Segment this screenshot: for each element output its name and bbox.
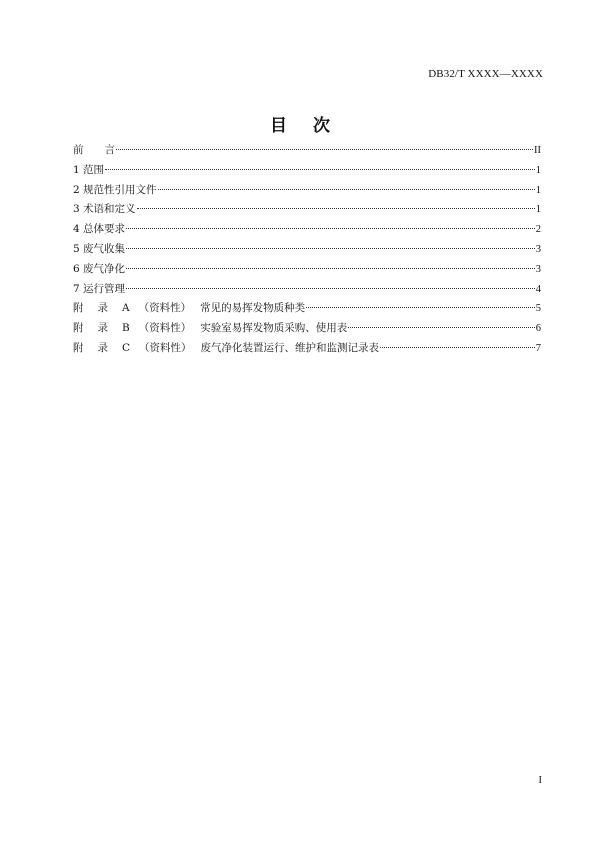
toc-entry-label: 6 废气净化	[73, 262, 126, 275]
toc-entry-page: 3	[535, 263, 541, 275]
title-char-2: 次	[313, 116, 330, 136]
annex-letter: B	[122, 322, 130, 335]
toc-entry-annex-a[interactable]	[73, 299, 541, 319]
toc-entry-page: 5	[535, 303, 541, 315]
annex-letter: A	[122, 302, 130, 315]
toc-entry-scope[interactable]	[73, 161, 541, 181]
annex-title: 常见的易挥发物质种类	[200, 302, 306, 315]
annex-word-2: 录	[97, 322, 108, 335]
dot-leader	[158, 189, 535, 190]
dot-leader	[126, 248, 535, 249]
toc-entry-annex-c[interactable]	[73, 339, 541, 359]
toc-entry-annex-b[interactable]	[73, 319, 541, 339]
toc-entry-foreword[interactable]	[73, 141, 541, 161]
toc-annex-label	[73, 299, 305, 319]
toc-entry-page: 1	[535, 164, 541, 176]
annex-type: （资料性）	[138, 302, 192, 315]
toc-entry-operation-management[interactable]	[73, 280, 541, 300]
toc-entry-page: II	[534, 145, 541, 156]
annex-type: （资料性）	[139, 341, 192, 354]
toc-entry-page: 2	[535, 224, 541, 236]
annex-word-1: 附	[73, 322, 84, 335]
toc-entry-label: 前 言	[73, 144, 115, 156]
toc-entry-page: 3	[535, 243, 541, 255]
dot-leader	[126, 228, 535, 229]
toc-entry-label: 7 运行管理	[73, 282, 126, 295]
annex-word-2: 录	[97, 341, 108, 354]
dot-leader	[126, 288, 535, 289]
page-title	[0, 111, 600, 136]
toc-entry-exhaust-collection[interactable]	[73, 240, 541, 260]
toc-entry-exhaust-purification[interactable]	[73, 260, 541, 280]
toc-entry-terms[interactable]	[73, 200, 541, 220]
annex-title: 废气净化装置运行、维护和监测记录表	[200, 341, 380, 354]
dot-leader	[137, 208, 535, 209]
annex-letter: C	[122, 341, 131, 354]
toc-entry-label: 4 总体要求	[73, 223, 126, 236]
footer-page-number: I	[538, 775, 542, 786]
toc-annex-label	[73, 339, 379, 359]
toc-entry-page: 7	[535, 342, 541, 354]
dot-leader	[105, 169, 535, 170]
table-of-contents	[73, 141, 541, 359]
toc-entry-label: 5 废气收集	[73, 242, 126, 255]
toc-entry-normative-references[interactable]	[73, 181, 541, 201]
dot-leader	[380, 347, 535, 348]
toc-annex-label	[73, 319, 347, 339]
dot-leader	[126, 268, 535, 269]
dot-leader	[306, 307, 535, 308]
toc-entry-page: 6	[535, 323, 541, 335]
toc-entry-label: 1 范围	[73, 163, 105, 176]
annex-word-1: 附	[73, 302, 84, 315]
annex-title: 实验室易挥发物质采购、使用表	[200, 322, 348, 335]
annex-word-2: 录	[97, 302, 108, 315]
toc-entry-general-requirements[interactable]	[73, 220, 541, 240]
toc-entry-page: 4	[535, 283, 541, 295]
annex-word-1: 附	[73, 341, 84, 354]
dot-leader	[348, 327, 535, 328]
toc-entry-label: 3 术语和定义	[73, 203, 136, 216]
document-code: DB32/T XXXX—XXXX	[428, 68, 543, 80]
title-char-1: 目	[270, 116, 287, 136]
annex-type: （资料性）	[138, 322, 192, 335]
toc-entry-page: 1	[535, 184, 541, 196]
toc-entry-label: 2 规范性引用文件	[73, 183, 157, 196]
toc-entry-page: 1	[535, 204, 541, 216]
dot-leader	[116, 149, 533, 150]
